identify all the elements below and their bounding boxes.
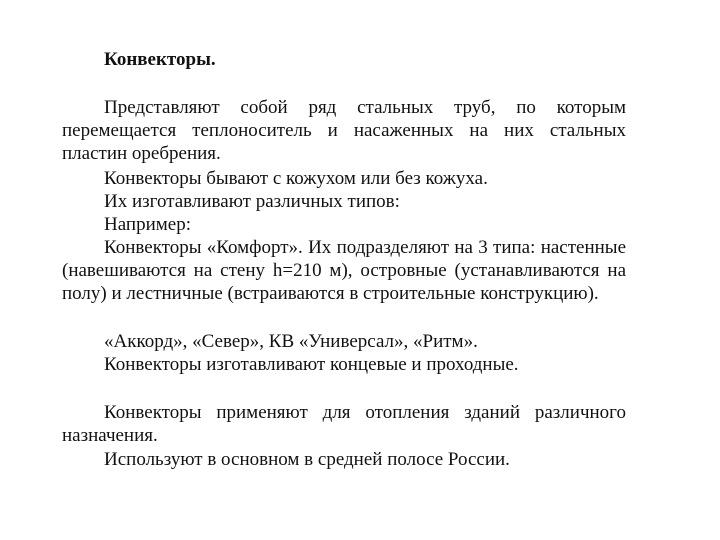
paragraph-region: Используют в основном в средней полосе России. — [104, 449, 510, 470]
paragraph-comfort: Конвекторы «Комфорт». Их подразделяют на 3 типа: настенные (навешиваются на стену h=210 м), островные (устанавливаются на полу) и лестничные (встраиваются в строительные конструкцию). — [62, 237, 626, 304]
paragraph-description: Представляют собой ряд стальных труб, по которым перемещается теплоноситель и насаженных на них стальных пластин оребрения. — [62, 97, 626, 164]
paragraph-usage: Конвекторы применяют для отопления зданий различного назначения. — [62, 402, 626, 446]
document-title: Конвекторы. — [104, 49, 216, 70]
paragraph-types: Их изготавливают различных типов: — [104, 191, 400, 212]
paragraph-brands: «Аккорд», «Север», КВ «Универсал», «Ритм». — [104, 331, 478, 352]
paragraph-casing: Конвекторы бывают с кожухом или без кожуха. — [104, 168, 488, 189]
paragraph-example-label: Например: — [104, 214, 191, 235]
paragraph-end-pass: Конвекторы изготавливают концевые и проходные. — [104, 354, 519, 375]
